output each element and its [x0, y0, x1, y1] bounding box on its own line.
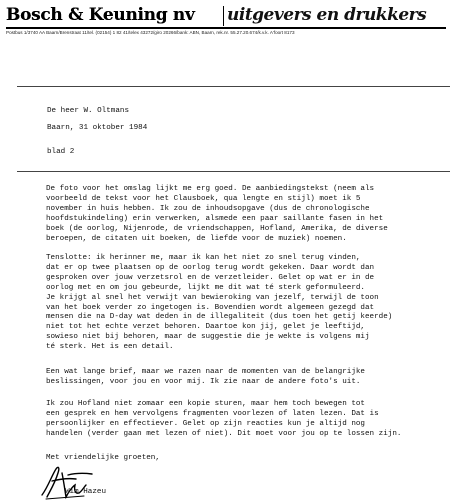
- closing: Met vriendelijke groeten,: [46, 454, 160, 462]
- paragraph-3: Een wat lange brief, maar we razen naar de momenten van de belangrijke beslissingen, voor jou en voor mij. Ik zie naar de andere foto's uit.: [46, 368, 365, 386]
- paragraph-2: Tenslotte: ik herinner me, maar ik kan het niet zo snel terug vinden, dat er op twee plaatsen op de oorlog terug wordt gekeken. Daar wordt dan gesproken over jouw verzetsrol en de verzetleider. Gelet op wat er in de oorlog met en om jou gebeurde, lijkt me dit wat té sterk geformuleerd. Je krijgt al snel het verwijt van bewieroking van jezelf, terwijl de toon van het boek verder zo ingetogen is. Bovendien wordt algemeen gezegd dat mensen die na D-day wat deden in de illegaliteit (dus toen het getij keerde) niet tot het echte verzet behoren. Daartoe kon jij, gelet je leeftijd, sowieso niet bij behoren, maar de suggestie die je wekte is volgens mij té sterk. Het is een detail.: [46, 254, 393, 352]
- body-rule: [17, 171, 450, 172]
- letterhead: [6, 5, 446, 27]
- company-tagline: uitgevers en drukkers: [227, 5, 427, 25]
- paragraph-1: De foto voor het omslag lijkt me erg goed. De aanbiedingstekst (neem als voorbeeld de tekst voor het Clausboek, qua lengte en stijl) moet ik 5 november in huis hebben. Ik zou de inhoudsopgave (dus de chronologische hoofdstukindeling) erin verwerken, alsmede een paar saillante fasen in het boek (de oorlog, Nijenrode, de vriendschappen, Hofland, Amerika, de diverse beroepen, de citaten uit boeken, de liefde voor de muziek) noemen.: [46, 185, 388, 243]
- letterhead-separator: [223, 6, 224, 26]
- letterhead-rule: [6, 27, 446, 29]
- page-label: blad 2: [47, 148, 75, 156]
- paragraph-4: Ik zou Hofland niet zomaar een kopie sturen, maar hem toch bewegen tot een gesprek en hem vervolgens fragmenten voorlezen of laten lezen. Dat is persoonlijker en effectiever. Gelet op zijn reacties kun je altijd nog handelen (verder gaan met lezen of niet). Dit moet voor jou op te lossen zijn.: [46, 400, 402, 438]
- top-rule: [17, 86, 450, 87]
- signer-name: Wim Hazeu: [65, 488, 107, 496]
- recipient: De heer W. Oltmans: [47, 107, 130, 115]
- company-name: Bosch & Keuning nv: [6, 5, 195, 25]
- place-date: Baarn, 31 oktober 1984: [47, 124, 148, 132]
- postal-info: Postbus 1/3740 AA Baarn/Brenstraat 11/tel. (02154) 1 82 41/telex 43272/giro 20266/bank: ABN, Baarn, rek.nr. 55.27.20.674/k.v.k. A'foort 8173: [6, 30, 295, 35]
